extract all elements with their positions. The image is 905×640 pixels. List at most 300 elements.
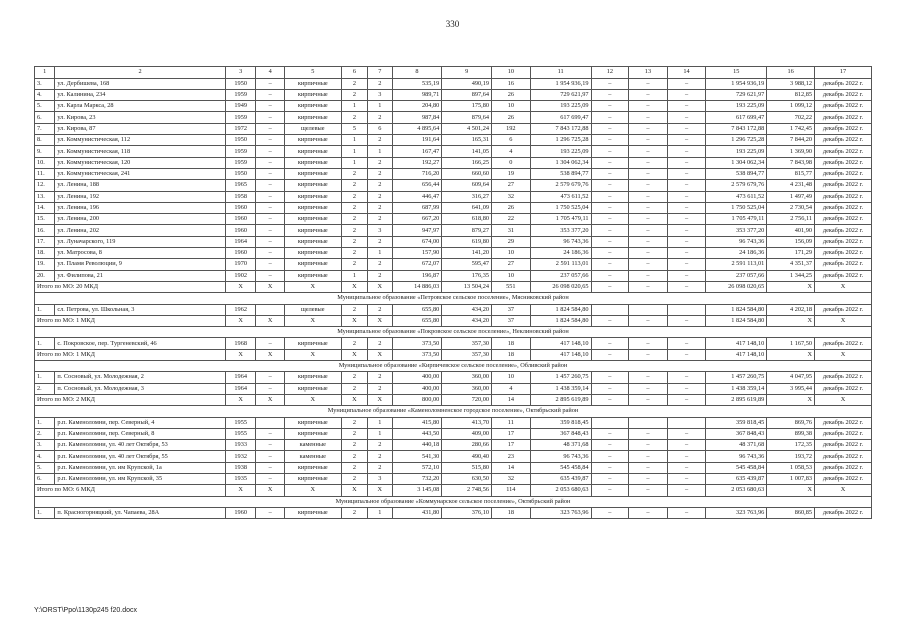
table-cell: – <box>591 270 629 281</box>
subtotal-cell: X <box>368 394 392 405</box>
table-cell: 1 <box>368 507 392 518</box>
table-cell: 19. <box>35 259 55 270</box>
table-cell: 27 <box>492 180 531 191</box>
header-cell: 5 <box>284 67 341 79</box>
table-cell: 2 <box>368 180 392 191</box>
table-row <box>35 78 872 89</box>
table-cell: ул. Пламя Революции, 9 <box>55 259 226 270</box>
subtotal-cell: – <box>591 315 629 326</box>
subtotal-cell: X <box>368 315 392 326</box>
table-cell: щелевые <box>284 123 341 134</box>
table-cell: – <box>256 270 284 281</box>
table-cell: – <box>667 462 706 473</box>
table-cell: 1958 <box>225 191 255 202</box>
table-cell: 37 <box>492 304 531 315</box>
table-cell: 1 <box>341 135 367 146</box>
table-cell: – <box>256 180 284 191</box>
subtotal-cell: 114 <box>492 485 531 496</box>
table-cell: – <box>667 168 706 179</box>
table-cell: 165,31 <box>442 135 492 146</box>
table-cell: – <box>629 440 668 451</box>
table-cell: 630,50 <box>442 473 492 484</box>
table-cell: – <box>591 112 629 123</box>
table-cell: – <box>591 214 629 225</box>
subtotal-cell: 373,50 <box>392 349 442 360</box>
table-cell: 2 <box>368 440 392 451</box>
table-cell: 618,80 <box>442 214 492 225</box>
table-row <box>35 338 872 349</box>
table-cell: – <box>667 78 706 89</box>
table-cell: 1959 <box>225 146 255 157</box>
subtotal-cell: X <box>256 485 284 496</box>
subtotal-cell: X <box>341 485 367 496</box>
table-cell: – <box>629 89 668 100</box>
table-cell: 367 848,43 <box>530 428 591 439</box>
table-cell: 323 763,96 <box>530 507 591 518</box>
table-cell: 1955 <box>225 428 255 439</box>
table-cell: 541,30 <box>392 451 442 462</box>
table-cell: – <box>256 168 284 179</box>
table-cell: 1960 <box>225 202 255 213</box>
table-cell: кирпичные <box>284 146 341 157</box>
table-cell: декабрь 2022 г. <box>815 78 872 89</box>
table-cell: 2 <box>341 202 367 213</box>
table-cell: 359 818,45 <box>706 417 767 428</box>
table-cell: 4 501,24 <box>442 123 492 134</box>
subtotal-cell: X <box>815 394 872 405</box>
table-cell: – <box>256 214 284 225</box>
table-cell: 237 057,66 <box>530 270 591 281</box>
table-cell: – <box>591 157 629 168</box>
table-cell: ул. Коммунистическая, 241 <box>55 168 226 179</box>
table-cell: – <box>256 248 284 259</box>
table-cell: р.п. Каменоломни, ул. им Крупской, 35 <box>55 473 226 484</box>
table-cell: 192 <box>492 123 531 134</box>
table-cell: 141,20 <box>442 248 492 259</box>
table-cell: 2 <box>341 451 367 462</box>
table-cell: 0 <box>492 157 531 168</box>
table-cell: декабрь 2022 г. <box>815 383 872 394</box>
table-cell: 2 <box>341 507 367 518</box>
table-cell: 409,00 <box>442 428 492 439</box>
table-cell: – <box>667 473 706 484</box>
subtotal-cell: 18 <box>492 349 531 360</box>
subtotal-cell: – <box>629 315 668 326</box>
table-cell: 6 <box>492 135 531 146</box>
table-cell: 2 <box>368 214 392 225</box>
table-cell: 15. <box>35 214 55 225</box>
table-cell: кирпичные <box>284 191 341 202</box>
table-cell: кирпичные <box>284 168 341 179</box>
table-cell: декабрь 2022 г. <box>815 157 872 168</box>
table-cell: 166,25 <box>442 157 492 168</box>
table-cell: 357,30 <box>442 338 492 349</box>
table-cell: 1 954 936,19 <box>706 78 767 89</box>
table-cell: 2 <box>368 451 392 462</box>
subtotal-cell: – <box>667 349 706 360</box>
table-cell: 193 225,09 <box>706 146 767 157</box>
table-cell: 359 818,45 <box>530 417 591 428</box>
table-cell: 7 843,98 <box>767 157 815 168</box>
table-cell: ул. Кирова, 87 <box>55 123 226 134</box>
table-cell: 5. <box>35 462 55 473</box>
table-cell: 2 <box>341 417 367 428</box>
table-cell: 27 <box>492 259 531 270</box>
table-cell: 2 <box>368 338 392 349</box>
table-cell: 360,00 <box>442 383 492 394</box>
table-cell: ул. Ленина, 192 <box>55 191 226 202</box>
table-cell: 401,90 <box>767 225 815 236</box>
table-cell: 10 <box>492 101 531 112</box>
table-cell: 2 <box>341 112 367 123</box>
table-cell: 18. <box>35 248 55 259</box>
subtotal-cell: X <box>368 485 392 496</box>
subtotal-cell: X <box>368 349 392 360</box>
subtotal-cell: X <box>767 394 815 405</box>
section-heading-row <box>35 327 872 338</box>
table-cell: – <box>629 236 668 247</box>
table-cell: – <box>667 383 706 394</box>
table-cell: 8. <box>35 135 55 146</box>
table-cell: – <box>629 180 668 191</box>
subtotal-cell: 720,00 <box>442 394 492 405</box>
table-cell: 1 742,45 <box>767 123 815 134</box>
table-cell: 1 497,49 <box>767 191 815 202</box>
table-cell: 2 <box>368 462 392 473</box>
table-cell: 987,84 <box>392 112 442 123</box>
table-cell: 1964 <box>225 236 255 247</box>
subtotal-cell: X <box>225 349 255 360</box>
table-cell: 400,00 <box>392 372 442 383</box>
table-cell: 656,44 <box>392 180 442 191</box>
subtotal-cell: 2 748,56 <box>442 485 492 496</box>
table-cell: – <box>667 123 706 134</box>
table-cell: кирпичные <box>284 270 341 281</box>
table-row <box>35 202 872 213</box>
subtotal-cell: – <box>591 349 629 360</box>
table-cell: 1 954 936,19 <box>530 78 591 89</box>
table-cell: 18 <box>492 507 531 518</box>
table-cell: – <box>629 146 668 157</box>
table-cell: кирпичные <box>284 236 341 247</box>
table-cell: 1960 <box>225 507 255 518</box>
table-cell: ул. Матросова, 8 <box>55 248 226 259</box>
table-cell: 1 <box>368 248 392 259</box>
page-number: 330 <box>445 19 460 29</box>
table-cell: 29 <box>492 236 531 247</box>
table-cell: – <box>591 146 629 157</box>
table-cell: 1 750 525,04 <box>706 202 767 213</box>
table-cell: декабрь 2022 г. <box>815 440 872 451</box>
table-cell: 1 <box>341 157 367 168</box>
subtotal-cell: 26 098 020,65 <box>530 281 591 292</box>
subtotal-cell: X <box>767 349 815 360</box>
table-cell: 1950 <box>225 135 255 146</box>
table-cell: 193 225,09 <box>706 101 767 112</box>
table-cell: – <box>667 146 706 157</box>
table-row <box>35 135 872 146</box>
header-cell: 1 <box>35 67 55 79</box>
subtotal-cell: 417 148,10 <box>530 349 591 360</box>
table-cell: – <box>667 157 706 168</box>
table-cell: 732,20 <box>392 473 442 484</box>
table-cell: 879,27 <box>442 225 492 236</box>
table-cell: 1949 <box>225 101 255 112</box>
table-cell: каменные <box>284 440 341 451</box>
table-cell: – <box>591 473 629 484</box>
header-row <box>35 67 872 79</box>
table-cell: 2 <box>341 383 367 394</box>
table-cell: 2 <box>341 89 367 100</box>
table-cell: декабрь 2022 г. <box>815 168 872 179</box>
table-cell: 96 743,36 <box>706 451 767 462</box>
table-cell: декабрь 2022 г. <box>815 248 872 259</box>
table-cell: 2 <box>341 428 367 439</box>
table-cell: 12. <box>35 180 55 191</box>
table-cell: 2 <box>341 462 367 473</box>
table-cell: 595,47 <box>442 259 492 270</box>
table-cell: – <box>629 214 668 225</box>
table-row <box>35 451 872 462</box>
table-cell: 373,50 <box>392 338 442 349</box>
table-cell: – <box>667 428 706 439</box>
table-cell: 14 <box>492 462 531 473</box>
table-cell: 11 <box>492 417 531 428</box>
table-cell: ул. Филипова, 21 <box>55 270 226 281</box>
table-cell: р.п. Каменоломни, пер. Северный, 4 <box>55 417 226 428</box>
table-cell: 672,07 <box>392 259 442 270</box>
table-cell: 4 231,48 <box>767 180 815 191</box>
table-cell: – <box>591 78 629 89</box>
subtotal-cell: 551 <box>492 281 531 292</box>
table-cell: 490,40 <box>442 451 492 462</box>
table-cell: 431,80 <box>392 507 442 518</box>
table-cell: 2 <box>368 383 392 394</box>
table-cell: – <box>629 135 668 146</box>
table-cell: 5 <box>341 123 367 134</box>
table-cell: 7 844,20 <box>767 135 815 146</box>
table-cell: – <box>256 191 284 202</box>
table-cell: 729 621,97 <box>706 89 767 100</box>
table-cell: декабрь 2022 г. <box>815 146 872 157</box>
subtotal-cell: – <box>629 394 668 405</box>
table-cell: 1 167,50 <box>767 338 815 349</box>
table-cell: – <box>591 202 629 213</box>
table-cell: р.п. Каменоломни, ул. 40 лет Октября, 55 <box>55 451 226 462</box>
table-cell <box>629 304 668 315</box>
table-cell: – <box>629 191 668 202</box>
table-cell: 1 <box>368 101 392 112</box>
table-cell: декабрь 2022 г. <box>815 225 872 236</box>
table-cell: декабрь 2022 г. <box>815 101 872 112</box>
table-cell: 3 988,12 <box>767 78 815 89</box>
table-cell: р.п. Каменоломни, ул. 40 лет Октября, 53 <box>55 440 226 451</box>
table-cell: 2 579 679,76 <box>530 180 591 191</box>
table-cell: кирпичные <box>284 417 341 428</box>
table-cell: 6 <box>368 123 392 134</box>
table-cell: – <box>256 236 284 247</box>
table-cell: – <box>667 338 706 349</box>
table-cell: декабрь 2022 г. <box>815 236 872 247</box>
table-cell: – <box>256 338 284 349</box>
table-cell: – <box>591 89 629 100</box>
header-cell: 15 <box>706 67 767 79</box>
table-cell: 9. <box>35 146 55 157</box>
subtotal-cell: – <box>629 281 668 292</box>
table-cell: 702,22 <box>767 112 815 123</box>
table-cell: 2 <box>341 473 367 484</box>
table-cell: – <box>591 236 629 247</box>
table-row <box>35 89 872 100</box>
subtotal-cell: – <box>591 485 629 496</box>
table-cell: – <box>256 462 284 473</box>
table-cell: – <box>591 225 629 236</box>
subtotal-cell: 1 824 584,80 <box>530 315 591 326</box>
table-cell: 26 <box>492 89 531 100</box>
table-cell: р.п. Каменоломни, ул. им Крупской, 1а <box>55 462 226 473</box>
table-cell: 413,70 <box>442 417 492 428</box>
table-cell: 1902 <box>225 270 255 281</box>
subtotal-cell: X <box>284 394 341 405</box>
table-cell: кирпичные <box>284 78 341 89</box>
table-cell: 1955 <box>225 417 255 428</box>
table-cell: – <box>256 507 284 518</box>
table-cell: 323 763,96 <box>706 507 767 518</box>
table-cell: декабрь 2022 г. <box>815 135 872 146</box>
table-cell: 538 894,77 <box>530 168 591 179</box>
subtotal-cell: 2 895 619,89 <box>530 394 591 405</box>
table-cell: 2 <box>341 259 367 270</box>
table-cell: ул. Коммунистическая, 120 <box>55 157 226 168</box>
table-cell <box>667 417 706 428</box>
table-cell <box>591 304 629 315</box>
table-cell: 415,80 <box>392 417 442 428</box>
table-cell: – <box>667 259 706 270</box>
subtotal-cell: 14 <box>492 394 531 405</box>
table-cell: 2 <box>368 259 392 270</box>
table-cell: 2 <box>368 202 392 213</box>
table-cell: 17 <box>492 428 531 439</box>
table-cell: декабрь 2022 г. <box>815 112 872 123</box>
table-cell: декабрь 2022 г. <box>815 462 872 473</box>
table-cell: 193 225,09 <box>530 146 591 157</box>
header-cell: 14 <box>667 67 706 79</box>
table-cell: сл. Петрова, ул. Школьная, 3 <box>55 304 226 315</box>
table-cell: – <box>667 89 706 100</box>
table-cell: 2 <box>341 248 367 259</box>
table-cell: 1 <box>368 428 392 439</box>
table-cell: – <box>591 259 629 270</box>
table-cell: 1960 <box>225 225 255 236</box>
header-cell: 12 <box>591 67 629 79</box>
table-cell: декабрь 2022 г. <box>815 304 872 315</box>
table-cell: 1 824 584,80 <box>706 304 767 315</box>
header-cell: 8 <box>392 67 442 79</box>
table-cell: 6. <box>35 473 55 484</box>
table-cell: 989,71 <box>392 89 442 100</box>
table-cell: декабрь 2022 г. <box>815 428 872 439</box>
table-cell: кирпичные <box>284 462 341 473</box>
subtotal-cell: X <box>767 281 815 292</box>
table-cell: ул. Дербишева, 168 <box>55 78 226 89</box>
table-cell: 490,19 <box>442 78 492 89</box>
subtotal-cell: 2 053 680,63 <box>530 485 591 496</box>
table-cell: 4 <box>492 146 531 157</box>
table-cell: 176,35 <box>442 270 492 281</box>
table-cell: – <box>256 428 284 439</box>
table-cell: 1938 <box>225 462 255 473</box>
table-cell: 1 824 584,80 <box>530 304 591 315</box>
table-cell: 812,85 <box>767 89 815 100</box>
table-cell: – <box>591 123 629 134</box>
section-heading-row <box>35 496 872 507</box>
subtotal-cell: – <box>629 349 668 360</box>
table-cell: п. Сосновый, ул. Молодежная, 2 <box>55 372 226 383</box>
table-cell: ул. Кирова, 23 <box>55 112 226 123</box>
table-cell: кирпичные <box>284 473 341 484</box>
table-cell: – <box>256 202 284 213</box>
subtotal-cell: 434,20 <box>442 315 492 326</box>
table-cell: – <box>629 372 668 383</box>
table-cell: 2 <box>368 168 392 179</box>
table-cell: 7 843 172,88 <box>706 123 767 134</box>
table-cell <box>256 417 284 428</box>
table-cell: 2 <box>368 135 392 146</box>
table-cell: ул. Ленина, 188 <box>55 180 226 191</box>
table-cell: 14. <box>35 202 55 213</box>
table-cell: 667,20 <box>392 214 442 225</box>
subtotal-row <box>35 394 872 405</box>
table-cell: 1 705 479,11 <box>530 214 591 225</box>
table-cell: 716,20 <box>392 168 442 179</box>
table-row <box>35 214 872 225</box>
table-cell: 1. <box>35 338 55 349</box>
table-cell: 2 <box>368 236 392 247</box>
table-cell: 10 <box>492 248 531 259</box>
table-cell: декабрь 2022 г. <box>815 89 872 100</box>
subtotal-cell: 655,80 <box>392 315 442 326</box>
table-cell: 1 344,25 <box>767 270 815 281</box>
table-cell: 7 843 172,88 <box>530 123 591 134</box>
table-cell: 1. <box>35 372 55 383</box>
table-cell: 617 699,47 <box>706 112 767 123</box>
table-cell: 48 371,68 <box>530 440 591 451</box>
table-cell: 1 <box>368 417 392 428</box>
table-cell <box>591 417 629 428</box>
table-cell: 2 <box>341 180 367 191</box>
table-cell: 2 <box>341 338 367 349</box>
table-cell: – <box>667 180 706 191</box>
table-cell: ул. Карла Маркса, 28 <box>55 101 226 112</box>
table-cell: 360,00 <box>442 372 492 383</box>
table-cell: 171,29 <box>767 248 815 259</box>
table-cell: 1 304 062,34 <box>530 157 591 168</box>
subtotal-label: Итого по МО: 6 МКД <box>35 485 226 496</box>
table-cell: 4 895,64 <box>392 123 442 134</box>
subtotal-row <box>35 485 872 496</box>
table-cell: – <box>591 383 629 394</box>
table-cell: – <box>591 180 629 191</box>
table-cell: 609,64 <box>442 180 492 191</box>
table-cell: ул. Калинина, 234 <box>55 89 226 100</box>
subtotal-cell: X <box>815 315 872 326</box>
table-cell: – <box>667 202 706 213</box>
table-cell: декабрь 2022 г. <box>815 507 872 518</box>
table-cell: 1972 <box>225 123 255 134</box>
table-cell: 1968 <box>225 338 255 349</box>
table-cell: 31 <box>492 225 531 236</box>
table-cell: 3. <box>35 440 55 451</box>
